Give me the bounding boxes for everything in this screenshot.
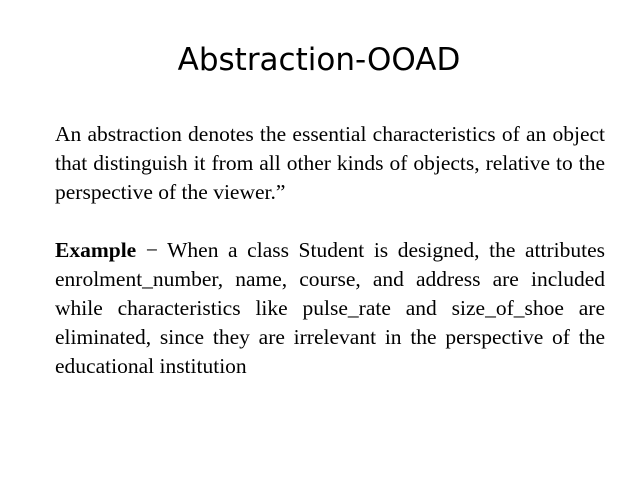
example-label: Example (55, 238, 137, 262)
slide-body (55, 120, 605, 381)
slide-title: Abstraction-OOAD (177, 42, 461, 78)
definition-paragraph: An abstraction denotes the essential characteristics of an object that distinguish it from all other kinds of objects, relative to the perspective of the viewer.” (55, 122, 605, 204)
example-text: − When a class Student is designed, the attributes enrolment_number, name, course, and address are included while characteristics like pulse_rate and size_of_shoe are eliminated, since they are irrelevant in the perspective of the educational institution (55, 238, 605, 378)
example-paragraph (55, 236, 605, 381)
